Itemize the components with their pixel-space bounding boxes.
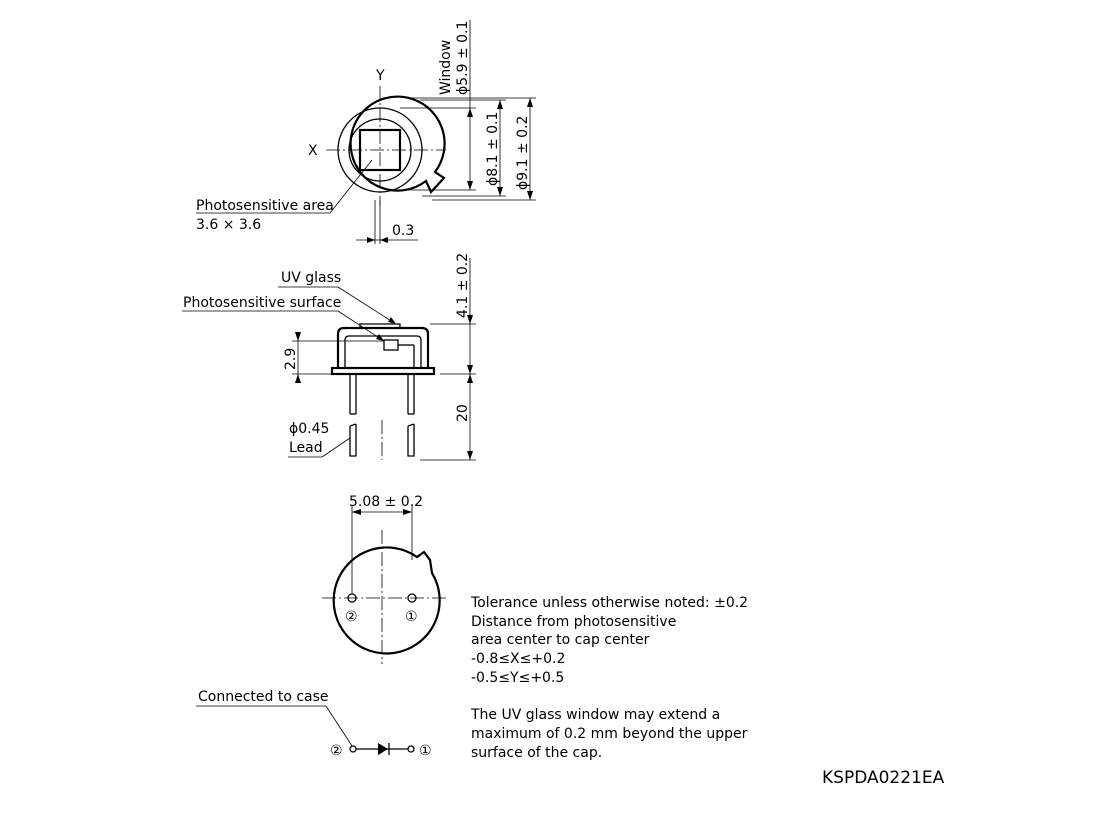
offset-dimension: 0.3	[392, 223, 415, 239]
note-line-1: Tolerance unless otherwise noted: ±0.2	[471, 595, 749, 611]
drawing-code: KSPDA0221EA	[822, 768, 945, 788]
side-view	[182, 253, 476, 460]
note-line-2: Distance from photosensitive	[471, 614, 677, 630]
bottom-pin-1-label: ①	[405, 609, 418, 625]
note-line-5: -0.5≤Y≤+0.5	[471, 670, 565, 686]
lead-label: Lead	[289, 440, 323, 456]
pin-pitch-dimension: 5.08 ± 0.2	[349, 494, 424, 510]
schematic-pin-1-label: ①	[419, 743, 432, 759]
window-label: Window	[438, 39, 454, 95]
photodiode-symbol	[378, 743, 388, 755]
bottom-view	[322, 494, 446, 664]
schematic-pin-2-label: ②	[330, 743, 343, 759]
notes	[470, 595, 748, 761]
axis-x-label: X	[308, 143, 318, 159]
photosensitive-area-size: 3.6 × 3.6	[196, 217, 262, 233]
note-line-3: area center to cap center	[471, 632, 650, 648]
schematic	[196, 689, 432, 759]
top-view	[196, 20, 536, 244]
lead-length-dimension: 20	[455, 404, 471, 422]
note-line-4: -0.8≤X≤+0.2	[471, 651, 566, 667]
cap-inner-dimension: ϕ8.1 ± 0.1	[485, 111, 501, 186]
surface-height-dimension: 2.9	[283, 347, 299, 370]
uv-note-line-1: The UV glass window may extend a	[471, 707, 721, 723]
cap-outer-dimension: ϕ9.1 ± 0.2	[515, 115, 531, 190]
bottom-pin-2-label: ②	[345, 609, 358, 625]
uv-glass-label: UV glass	[281, 270, 342, 286]
photosensitive-surface-label: Photosensitive surface	[183, 295, 342, 311]
cap-flange	[332, 368, 434, 374]
connected-to-case-label: Connected to case	[198, 689, 329, 705]
uv-note-line-2: maximum of 0.2 mm beyond the upper	[471, 726, 748, 742]
total-height-dimension: 4.1 ± 0.2	[455, 252, 471, 318]
uv-note-line-3: surface of the cap.	[471, 745, 603, 761]
window-dimension: ϕ5.9 ± 0.1	[455, 20, 471, 95]
lead-diameter: ϕ0.45	[289, 421, 330, 437]
axis-y-label: Y	[376, 68, 385, 84]
photosensitive-area-label: Photosensitive area	[196, 198, 334, 214]
